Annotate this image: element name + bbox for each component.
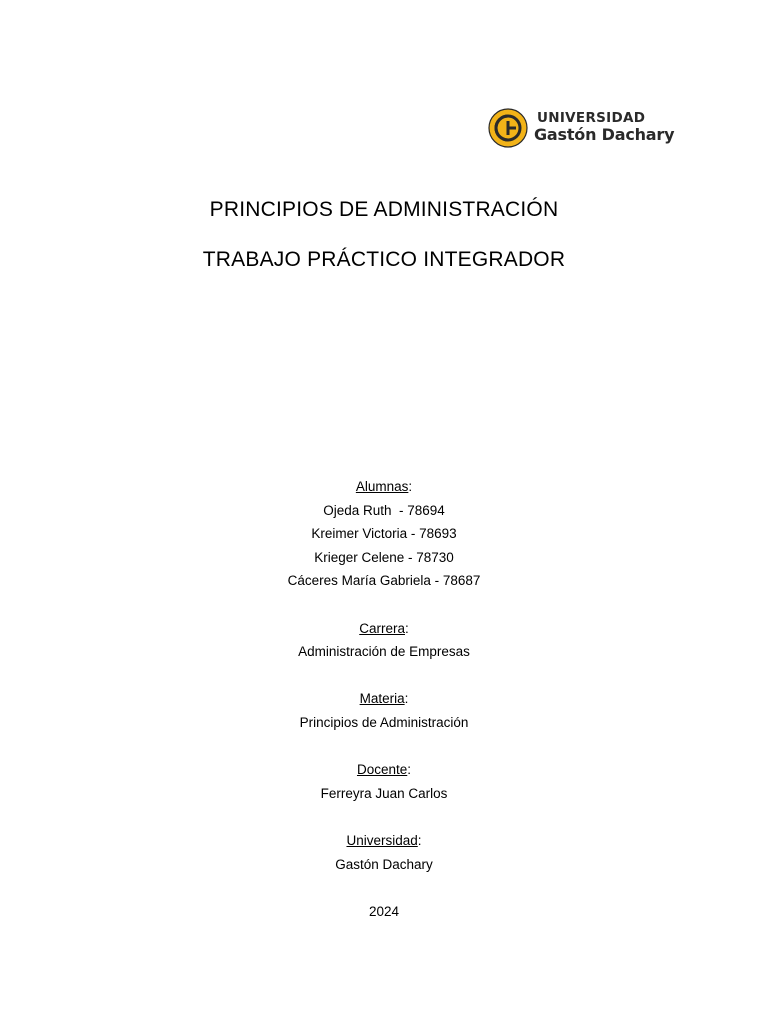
career-value: Administración de Empresas <box>298 644 470 660</box>
student-name: Kreimer Victoria - 78693 <box>311 526 457 542</box>
subject-value: Principios de Administración <box>299 714 469 730</box>
student-name: Ojeda Ruth - 78694 <box>323 502 445 518</box>
university-section: Universidad: Gastón Dachary <box>0 829 768 876</box>
students-section: Alumnas: Ojeda Ruth - 78694 Kreimer Victoria - 78693 Krieger Celene - 78730 Cáceres María Gabriela - 78687 <box>0 475 768 593</box>
logo-line-university: UNIVERSIDAD <box>537 110 646 126</box>
student-name: Cáceres María Gabriela - 78687 <box>287 573 481 589</box>
logo-line-name: Gastón Dachary <box>534 125 675 144</box>
university-value: Gastón Dachary <box>335 856 433 872</box>
subject-label: Materia <box>359 691 405 707</box>
teacher-value: Ferreyra Juan Carlos <box>320 785 448 801</box>
teacher-section: Docente: Ferreyra Juan Carlos <box>0 758 768 805</box>
subject-title: PRINCIPIOS DE ADMINISTRACIÓN <box>209 198 559 221</box>
university-logo-icon <box>488 108 528 148</box>
work-title: TRABAJO PRÁCTICO INTEGRADOR <box>202 248 566 271</box>
student-name: Krieger Celene - 78730 <box>314 549 454 565</box>
career-label: Carrera <box>359 620 405 636</box>
career-section: Carrera: Administración de Empresas <box>0 617 768 664</box>
cover-info <box>0 475 768 923</box>
subject-section: Materia: Principios de Administración <box>0 687 768 734</box>
year: 2024 <box>368 903 400 919</box>
university-label: Universidad <box>346 832 418 848</box>
students-label: Alumnas <box>355 479 409 494</box>
teacher-label: Docente <box>356 762 408 778</box>
university-logo <box>484 88 676 168</box>
